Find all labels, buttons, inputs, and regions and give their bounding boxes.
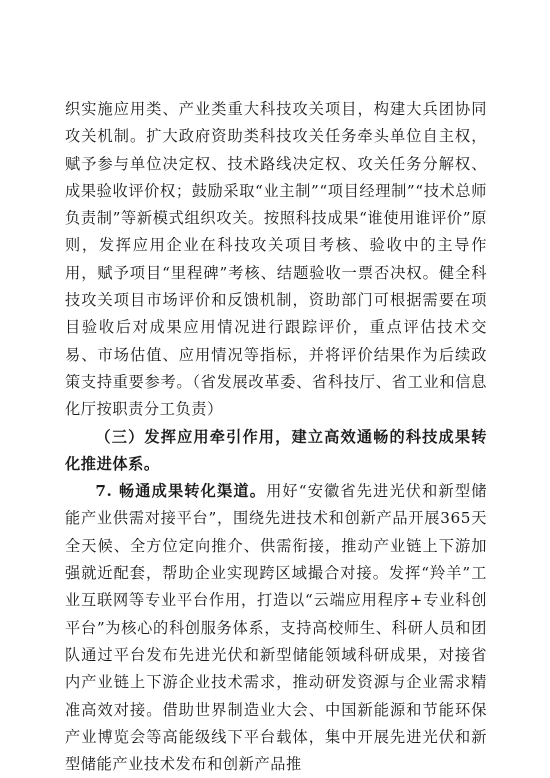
paragraph-continuation: 织实施应用类、产业类重大科技攻关项目，构建大兵团协同攻关机制。扩大政府资助类科技攻关任务牵头单位自主权，赋予参与单位决定权、技术路线决定权、攻关任务分解权、成果验收评价权；鼓励采取“业主制”“项目经理制”“技术总师负责制”等新模式组织攻关。按照科技成果“谁使用谁评价”原则，发挥应用企业在科技攻关项目考核、验收中的主导作用，赋予项目“里程碑”考核、结题验收一票否决权。健全科技攻关项目市场评价和反馈机制，资助部门可根据需要在项目验收后对成果应用情况进行跟踪评价，重点评估技术交易、市场估值、应用情况等指标，并将评价结果作为后续政策支持重要参考。（省发展改革委、省科技厅、省工业和信息化厅按职责分工负责） <box>65 100 487 419</box>
item-body: 用好“安徽省先进光伏和新型储能产业供需对接平台”，围绕先进技术和创新产品开展365天全天候、全方位定向推介、供需衔接，推动产业链上下游加强就近配套，帮助企业实现跨区域撮合对接。发挥“羚羊”工业互联网等专业平台作用，打造以“云端应用程序+专业科创平台”为核心的科创服务体系，支持高校师生、科研人员和团队通过平台发布先进光伏和新型储能领域科研成果，对接省内产业链上下游企业技术需求，推动研发资源与企业需求精准高效对接。借助世界制造业大会、中国新能源和节能环保产业博览会等高能级线下平台载体，集中开展先进光伏和新型储能产业技术发布和创新产品推 <box>65 482 487 774</box>
item-paragraph <box>65 478 487 778</box>
item-heading: 7. 畅通成果转化渠道。 <box>95 482 267 501</box>
document-page <box>65 96 487 778</box>
section-heading: （三）发挥应用牵引作用，建立高效通畅的科技成果转化推进体系。 <box>65 427 487 473</box>
